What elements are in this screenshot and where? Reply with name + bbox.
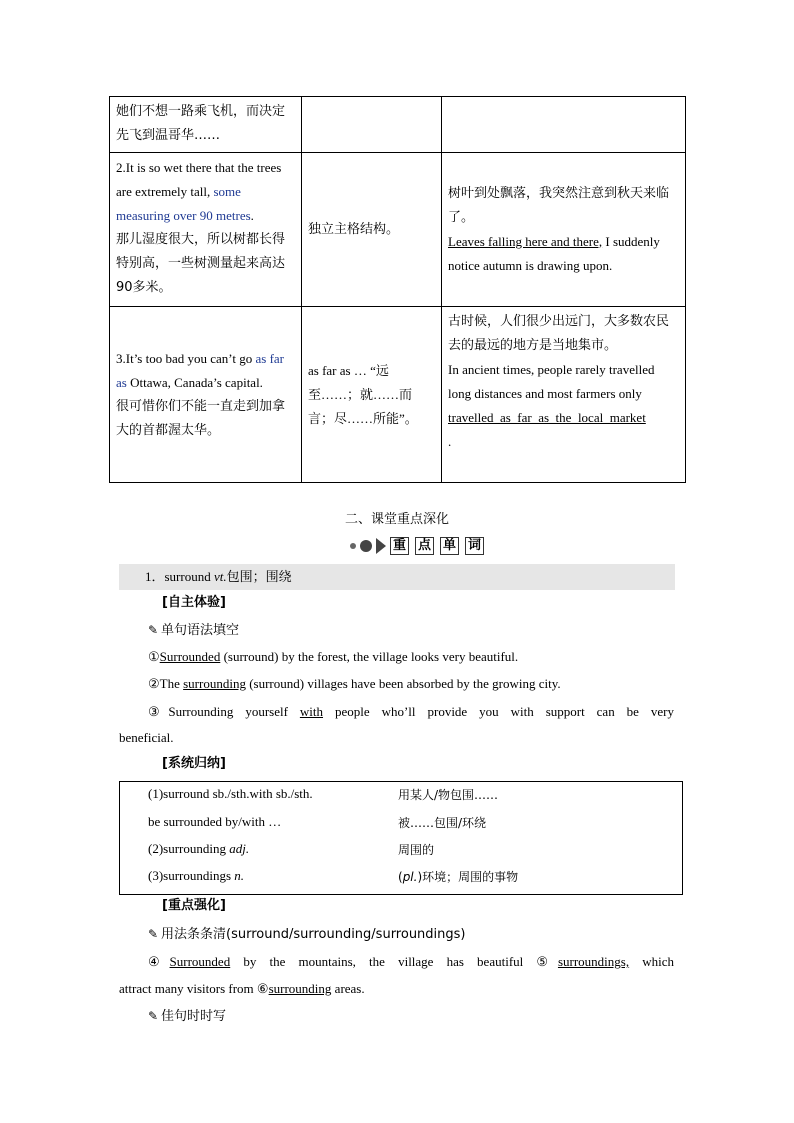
usage-line-2: attract many visitors from ⑥surrounding areas. <box>119 981 365 996</box>
example-table <box>109 96 686 483</box>
cell: 树叶到处飘落，我突然注意到秋天来临了。 Leaves falling here and there, I suddenly notice autumn is drawing upon. <box>442 153 686 307</box>
summary-cn: 用某人/物包围…… <box>398 788 499 802</box>
system-summary-label: [系统归纳] <box>162 756 226 771</box>
cell: 2.It is so wet there that the trees are extremely tall, some measuring over 90 metres. 那儿湿度很大，所以树都长得特别高，一些树测量起来高达90多米。 <box>110 153 302 307</box>
summary-en: (3)surroundings n. <box>148 868 245 883</box>
cell: 古时候，人们很少出远门，大多数农民去的最远的地方是当地集市。 In ancient times, people rarely travelled long distances and most farmers only travelled_as_far_as_the_local_market . <box>442 307 686 483</box>
banner-char: 词 <box>465 537 484 555</box>
summary-cn: 周围的 <box>398 843 435 857</box>
table-row <box>110 97 686 153</box>
cell <box>442 97 686 153</box>
pencil-icon: ✎ <box>148 927 159 941</box>
table-row <box>110 153 686 307</box>
sentence-3: ③Surrounding yourself with people who’ll provide you with support can be very <box>148 704 674 719</box>
summary-en: (1)surround sb./sth.with sb./sth. <box>148 786 313 801</box>
pencil-icon: ✎ <box>148 1009 159 1023</box>
summary-en: be surrounded by/with … <box>148 814 282 829</box>
cell: 独立主格结构。 <box>302 153 442 307</box>
pencil-icon: ✎ <box>148 623 159 637</box>
sentence-1: ①Surrounded (surround) by the forest, the village looks very beautiful. <box>148 649 519 664</box>
banner-char: 点 <box>415 537 434 555</box>
summary-box <box>119 781 683 895</box>
fill-title: ✎ 单句语法填空 <box>148 623 240 638</box>
section-banner <box>350 536 486 556</box>
self-experience-label: [自主体验] <box>162 595 226 610</box>
cell: 她们不想一路乘飞机，而决定先飞到温哥华…… <box>110 97 302 153</box>
section-title: 二、课堂重点深化 <box>344 512 449 527</box>
cell: 3.It’s too bad you can’t go as far as Ottawa, Canada’s capital. 很可惜你们不能一直走到加拿大的首都渥太华。 <box>110 307 302 483</box>
banner-char: 重 <box>390 537 409 555</box>
dot-icon <box>360 540 372 552</box>
dot-icon <box>350 543 356 549</box>
usage-title: ✎ 用法条条清(surround/surrounding/surroundings) <box>148 927 466 942</box>
summary-cn: 被……包围/环绕 <box>398 816 487 830</box>
strengthen-label: [重点强化] <box>162 898 226 913</box>
summary-cn: (pl.)环境；周围的事物 <box>398 870 519 884</box>
banner-char: 单 <box>440 537 459 555</box>
sentence-3-cont: beneficial. <box>119 730 174 745</box>
sentence-2: ②The surrounding (surround) villages have been absorbed by the growing city. <box>148 676 561 691</box>
cell: as far as … “远至……；就……而言；尽……所能”。 <box>302 307 442 483</box>
usage-line-1: ④Surrounded by the mountains, the village has beautiful ⑤surroundings, which <box>148 954 675 969</box>
write-title: ✎ 佳句时时写 <box>148 1009 227 1024</box>
cell <box>302 97 442 153</box>
word-heading: 1．surround vt.包围；围绕 <box>119 564 675 590</box>
summary-en: (2)surrounding adj. <box>148 841 250 856</box>
arrow-icon <box>376 538 386 554</box>
table-row <box>110 307 686 483</box>
